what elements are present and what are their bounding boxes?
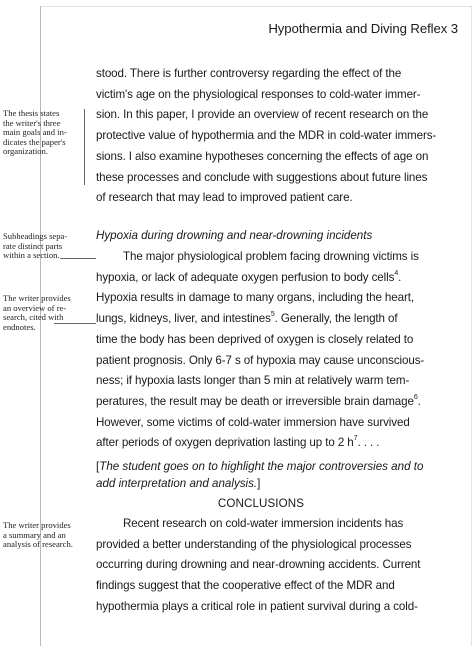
- text-line: [96, 476, 446, 493]
- text-line: protective value of hypothermia and the MDR in cold-water immers-: [96, 129, 437, 143]
- text-line: hypothermia plays a critical role in patient survival during a cold-: [96, 599, 418, 613]
- note-line: within a section.: [3, 250, 60, 261]
- text-line: patient prognosis. Only 6-7 s of hypoxia may cause unconscious-: [96, 353, 425, 367]
- text-line: [96, 268, 448, 289]
- text-line: provided a better understanding of the physiological processes: [96, 537, 412, 551]
- editorial-note: [96, 459, 446, 492]
- text-run: The student goes on to highlight the major controversies and to: [99, 460, 424, 473]
- hypoxia-paragraph: [96, 247, 448, 454]
- endnote-ref: 6: [413, 394, 418, 402]
- margin-note-summary: [3, 521, 79, 550]
- endnote-ref: 4: [394, 269, 399, 277]
- intro-paragraph: [96, 64, 448, 209]
- endnote-ref: 5: [270, 311, 275, 319]
- overview-connector: [54, 323, 96, 324]
- text-run: .: [417, 394, 421, 408]
- text-line: However, some victims of cold-water immersion have survived: [96, 415, 410, 429]
- text-line: [96, 459, 446, 476]
- text-line: [96, 392, 448, 413]
- text-run: .: [398, 270, 402, 284]
- text-line: occurring during drowning and near-drowning accidents. Current: [96, 558, 421, 572]
- text-line: of research that may lead to improved patient care.: [96, 191, 353, 205]
- text-run: . Generally, the length of: [274, 312, 398, 326]
- running-head: Hypothermia and Diving Reflex 3: [268, 21, 458, 36]
- endnote-ref: 7: [353, 435, 358, 443]
- note-line: the writer's three: [3, 117, 61, 128]
- note-line: a summary and an: [3, 529, 66, 540]
- text-line: stood. There is further controversy regarding the effect of the: [96, 67, 402, 80]
- text-line: findings suggest that the cooperative effect of the MDR and: [96, 579, 395, 593]
- text-run: . . . .: [357, 436, 380, 450]
- section-subheading: Hypoxia during drowning and near-drowning incidents: [96, 229, 373, 242]
- text-run: peratures, the result may be death or irreversible brain damage: [96, 394, 414, 408]
- text-line: [96, 433, 448, 454]
- text-line: these processes and conclude with suggestions about future lines: [96, 170, 428, 184]
- note-line: Subheadings sepa-: [3, 231, 68, 241]
- note-line: analysis of research.: [3, 539, 73, 550]
- text-run: after periods of oxygen deprivation lasting up to 2 h: [96, 436, 354, 450]
- text-line: ness; if hypoxia lasts longer than 5 min at relatively warm tem-: [96, 374, 410, 388]
- margin-note-subheadings: [3, 232, 79, 261]
- text-line: Recent research on cold-water immersion incidents has: [123, 517, 404, 530]
- note-line: dicates the paper's: [3, 136, 66, 147]
- text-run: add interpretation and analysis.: [96, 476, 258, 490]
- text-line: sion. In this paper, I provide an overview of recent research on the: [96, 108, 429, 122]
- note-line: main goals and in-: [3, 127, 67, 138]
- note-line: endnotes.: [3, 321, 36, 332]
- thesis-bracket: [84, 109, 85, 185]
- bracket: [: [96, 460, 100, 473]
- conclusions-heading: CONCLUSIONS: [217, 497, 305, 510]
- text-run: hypoxia, or lack of adequate oxygen perfusion to body cells: [96, 270, 395, 284]
- text-line: Hypoxia results in damage to many organs, including the heart,: [96, 291, 414, 305]
- text-run: lungs, kidneys, liver, and intestines: [96, 312, 271, 326]
- note-line: organization.: [3, 146, 48, 157]
- note-line: The thesis states: [3, 108, 60, 118]
- note-line: The writer provides: [3, 520, 71, 530]
- conclusions-paragraph: [96, 514, 448, 618]
- margin-note-thesis: [3, 109, 79, 157]
- text-line: time the body has been deprived of oxygen is closely related to: [96, 332, 414, 346]
- margin-note-overview: [3, 294, 79, 332]
- text-line: sions. I also examine hypotheses concerning the effects of age on: [96, 149, 429, 163]
- text-line: The major physiological problem facing drowning victims is: [123, 250, 419, 263]
- note-line: The writer provides: [3, 293, 71, 303]
- note-line: an overview of re-: [3, 302, 67, 313]
- bracket: ]: [257, 476, 261, 490]
- subheadings-connector: [60, 258, 96, 259]
- note-line: rate distinct parts: [3, 240, 63, 251]
- note-line: search, cited with: [3, 312, 64, 323]
- text-line: [96, 309, 448, 330]
- text-line: victim's age on the physiological responses to cold-water immer-: [96, 87, 421, 101]
